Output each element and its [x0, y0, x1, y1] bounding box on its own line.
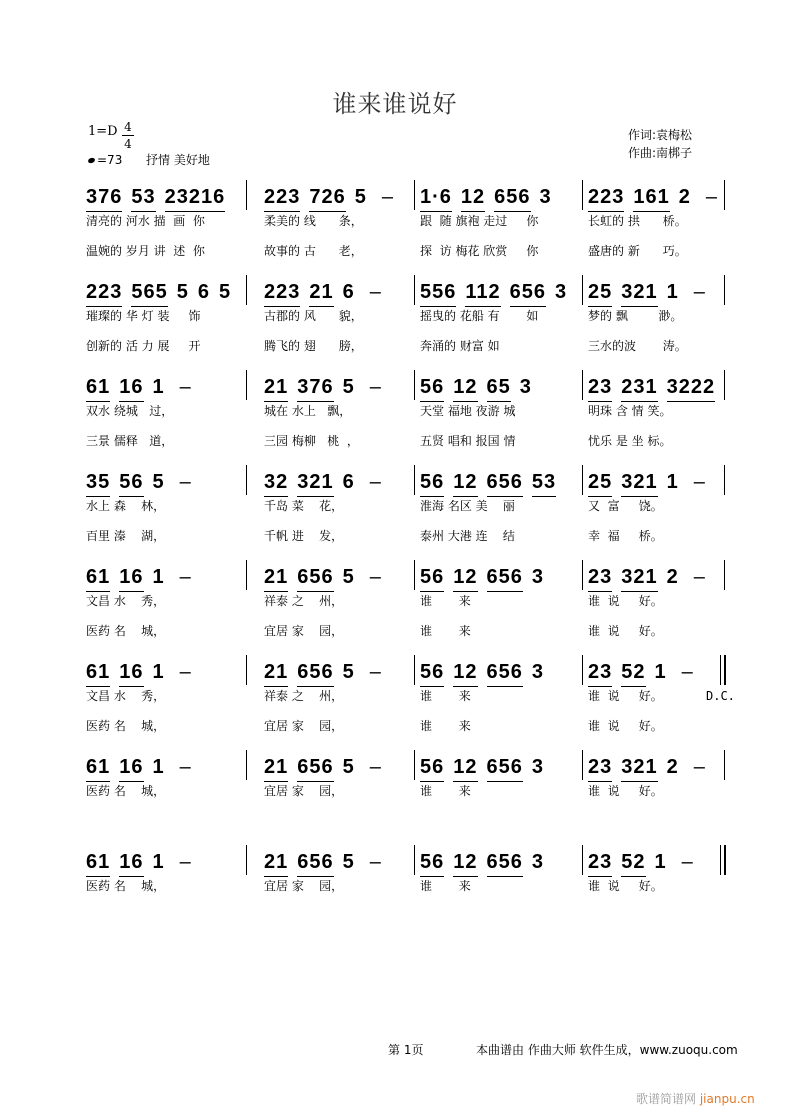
note-group: 5	[152, 471, 165, 493]
note-group: 23	[588, 661, 612, 687]
time-numerator: 4	[124, 120, 132, 134]
time-signature	[122, 120, 134, 151]
measure-notes	[420, 376, 541, 402]
note-group: 223	[264, 186, 300, 212]
lyric-verse-1: 明珠 含 情 笑。	[588, 404, 672, 418]
barline	[246, 465, 247, 495]
score-system	[0, 465, 790, 555]
note-group: 53	[532, 471, 556, 497]
tempo-value: =73	[97, 153, 123, 167]
note-group: 231	[621, 376, 657, 402]
lyric-verse-2: 温婉的 岁月 讲 述 你	[86, 244, 205, 258]
sustain-dash: –	[179, 756, 192, 778]
barline	[414, 845, 415, 875]
note-group: 56	[420, 756, 444, 782]
note-group: 25	[588, 281, 612, 307]
note-group: 1	[666, 281, 679, 303]
sustain-dash: –	[693, 471, 706, 493]
lyric-verse-2: 医药 名 城，	[86, 624, 166, 638]
note-group: 321	[621, 281, 657, 307]
lyric-verse-2: 腾飞的 翅 膀，	[264, 339, 363, 353]
measure-notes	[264, 566, 382, 592]
note-group: 223	[86, 281, 122, 307]
note-group: 21	[264, 756, 288, 782]
note-group: 3	[555, 281, 568, 303]
note-group: 21	[264, 661, 288, 687]
note-group: 321	[297, 471, 333, 497]
measure-notes	[264, 661, 382, 687]
note-group: 5	[219, 281, 232, 303]
note-group: 16	[119, 851, 143, 877]
sustain-dash: –	[693, 566, 706, 588]
lyric-verse-2: 谁 说 好。	[588, 624, 663, 638]
sustain-dash: –	[681, 851, 694, 873]
note-group: 23	[588, 851, 612, 877]
note-group: 656	[297, 566, 333, 592]
sustain-dash: –	[381, 186, 394, 208]
note-group: 12	[453, 661, 477, 687]
note-group: 223	[264, 281, 300, 307]
note-group: 3	[519, 376, 532, 398]
measure-notes	[420, 851, 553, 877]
score-title: 谁来谁说好	[332, 90, 458, 118]
note-group: 656	[494, 186, 530, 212]
page-number: 第 1页	[388, 1043, 424, 1057]
measure-notes	[86, 471, 192, 497]
note-group: 321	[621, 471, 657, 497]
measure-notes	[588, 756, 706, 782]
lyric-verse-2: 三水的波 涛。	[588, 339, 687, 353]
lyricist: 作词:袁梅松	[628, 128, 693, 142]
note-group: 61	[86, 756, 110, 782]
note-group: 5	[176, 281, 189, 303]
measure-notes	[86, 566, 192, 592]
lyric-verse-2: 五贤 唱和 报国 情	[420, 434, 516, 448]
note-group: 1	[152, 756, 165, 778]
barline	[724, 750, 725, 780]
note-group: 23	[588, 376, 612, 402]
barline	[582, 845, 583, 875]
note-group: 6	[342, 471, 355, 493]
note-group: 321	[621, 566, 657, 592]
measure-notes	[588, 661, 694, 687]
note-group: 16	[119, 661, 143, 687]
note-group: 656	[487, 566, 523, 592]
sustain-dash: –	[179, 471, 192, 493]
note-group: 12	[453, 851, 477, 877]
lyric-verse-1: 璀璨的 华 灯 装 饰	[86, 309, 201, 323]
barline	[720, 845, 721, 875]
lyric-verse-1: 双水 绕城 过，	[86, 404, 174, 418]
lyric-verse-1: 宜居 家 园，	[264, 784, 344, 798]
note-group: 5	[354, 186, 367, 208]
note-group: 3222	[667, 376, 716, 402]
note-group: 656	[487, 471, 523, 497]
lyric-verse-2: 探 访 梅花 欣赏 你	[420, 244, 539, 258]
note-group: 35	[86, 471, 110, 497]
lyric-verse-1: 谁 来	[420, 594, 471, 608]
measure-notes	[264, 376, 382, 402]
lyric-verse-1: 祥泰 之 州，	[264, 689, 344, 703]
measure-notes	[264, 471, 382, 497]
barline	[582, 750, 583, 780]
note-group: 23	[588, 566, 612, 592]
note-group: 656	[510, 281, 546, 307]
lyric-verse-2: 三景 儒释 道，	[86, 434, 174, 448]
sustain-dash: –	[693, 756, 706, 778]
barline	[246, 845, 247, 875]
note-group: 656	[297, 661, 333, 687]
lyric-verse-1: 医药 名 城，	[86, 784, 166, 798]
note-group: 32	[264, 471, 288, 497]
sustain-dash: –	[369, 661, 382, 683]
note-group: 1	[152, 566, 165, 588]
watermark	[636, 1090, 755, 1107]
sustain-dash: –	[179, 851, 192, 873]
measure-notes	[264, 281, 382, 307]
sustain-dash: –	[705, 186, 718, 208]
note-group: 12	[453, 376, 477, 402]
sustain-dash: –	[179, 376, 192, 398]
note-group: 6	[197, 281, 210, 303]
measure-notes	[588, 566, 706, 592]
note-group: 25	[588, 471, 612, 497]
score-system	[0, 370, 790, 460]
lyric-verse-1: 城在 水上 飘，	[264, 404, 352, 418]
note-group: 112	[465, 281, 500, 307]
barline	[414, 750, 415, 780]
sustain-dash: –	[179, 661, 192, 683]
lyric-verse-1: 天堂 福地 夜游 城	[420, 404, 516, 418]
lyric-verse-1: 古郡的 风 貌，	[264, 309, 363, 323]
note-group: 61	[86, 566, 110, 592]
measure-notes	[588, 186, 718, 212]
barline	[720, 655, 721, 685]
note-group: 12	[461, 186, 485, 212]
measure-notes	[588, 281, 706, 307]
lyric-verse-1: 梦的 飘 渺。	[588, 309, 683, 323]
measure-notes	[420, 661, 553, 687]
key-signature	[88, 120, 132, 151]
note-group: 21	[264, 566, 288, 592]
sustain-dash: –	[369, 566, 382, 588]
note-group: 16	[119, 376, 143, 402]
measure-notes	[264, 186, 394, 212]
barline	[582, 560, 583, 590]
measure-notes	[86, 186, 234, 212]
note-group: 656	[297, 756, 333, 782]
note-group: 5	[342, 851, 355, 873]
lyric-verse-1: 摇曳的 花船 有 如	[420, 309, 539, 323]
measure-notes	[420, 186, 561, 212]
note-group: 161	[633, 186, 669, 212]
note-group: 1	[654, 661, 667, 683]
lyric-verse-2: 奔涌的 财富 如	[420, 339, 500, 353]
lyric-verse-1: 柔美的 线 条，	[264, 214, 363, 228]
note-group: 2	[678, 186, 691, 208]
barline	[246, 750, 247, 780]
measure-notes	[86, 756, 192, 782]
measure-notes	[420, 281, 576, 307]
sustain-dash: –	[693, 281, 706, 303]
barline	[724, 275, 725, 305]
score-system	[0, 560, 790, 650]
lyric-verse-2: 盛唐的 新 巧。	[588, 244, 687, 258]
barline	[582, 465, 583, 495]
lyric-verse-2: 千帆 进 发，	[264, 529, 344, 543]
score-system	[0, 845, 790, 935]
lyric-verse-2: 泰州 大港 连 结	[420, 529, 515, 543]
measure-notes	[588, 376, 724, 402]
measure-notes	[86, 661, 192, 687]
note-group: 3	[539, 186, 552, 208]
note-group: 56	[420, 661, 444, 687]
barline	[414, 275, 415, 305]
note-group: 1	[152, 661, 165, 683]
lyric-verse-1: 谁 来	[420, 689, 471, 703]
barline	[414, 655, 415, 685]
note-group: 56	[420, 851, 444, 877]
watermark-cn: 歌谱简谱网	[636, 1092, 697, 1106]
note-group: 65	[487, 376, 511, 402]
lyric-verse-1: 谁 说 好。	[588, 594, 663, 608]
note-group: 1·6	[420, 186, 452, 212]
note-group: 5	[342, 566, 355, 588]
note-group: 61	[86, 661, 110, 687]
barline	[582, 275, 583, 305]
lyric-verse-1: 谁 说 好。	[588, 689, 663, 703]
note-group: 61	[86, 851, 110, 877]
lyric-verse-2: 三园 梅柳 桃 ，	[264, 434, 359, 448]
lyric-verse-1: 文昌 水 秀，	[86, 594, 166, 608]
lyric-verse-1: 千岛 菜 花，	[264, 499, 344, 513]
lyric-verse-2: 宜居 家 园，	[264, 624, 344, 638]
lyric-verse-1: 谁 来	[420, 879, 471, 893]
note-group: 6	[342, 281, 355, 303]
time-denominator: 4	[124, 137, 132, 151]
lyric-verse-2: 谁 来	[420, 624, 471, 638]
note-group: 21	[309, 281, 333, 307]
lyric-verse-1: 医药 名 城，	[86, 879, 166, 893]
score-system	[0, 750, 790, 840]
note-group: 56	[420, 566, 444, 592]
sustain-dash: –	[369, 756, 382, 778]
da-capo-mark: D.C.	[706, 689, 735, 703]
note-group: 1	[654, 851, 667, 873]
barline	[414, 370, 415, 400]
barline	[246, 655, 247, 685]
lyric-verse-1: 谁 来	[420, 784, 471, 798]
barline	[414, 465, 415, 495]
lyric-verse-1: 谁 说 好。	[588, 879, 663, 893]
note-group: 2	[666, 566, 679, 588]
score-system	[0, 275, 790, 365]
barline	[246, 180, 247, 210]
tempo-marking	[88, 153, 122, 167]
note-group: 56	[420, 471, 444, 497]
lyric-verse-2: 谁 说 好。	[588, 719, 663, 733]
barline	[724, 180, 725, 210]
measure-notes	[588, 851, 694, 877]
lyric-verse-2: 宜居 家 园，	[264, 719, 344, 733]
note-group: 321	[621, 756, 657, 782]
sustain-dash: –	[369, 281, 382, 303]
lyric-verse-2: 故事的 古 老，	[264, 244, 363, 258]
lyric-verse-2: 医药 名 城，	[86, 719, 166, 733]
note-group: 5	[342, 756, 355, 778]
note-group: 376	[297, 376, 333, 402]
note-group: 5	[342, 376, 355, 398]
key-label: 1=D	[88, 124, 118, 139]
expression-marking: 抒情 美好地	[146, 153, 210, 167]
lyric-verse-1: 宜居 家 园，	[264, 879, 344, 893]
measure-notes	[86, 281, 240, 307]
lyric-verse-2: 幸 福 桥。	[588, 529, 663, 543]
lyric-verse-2: 创新的 活 力 展 开	[86, 339, 201, 353]
sustain-dash: –	[369, 471, 382, 493]
note-group: 3	[531, 661, 544, 683]
note-group: 656	[487, 851, 523, 877]
lyric-verse-1: 跟 随 旗袍 走过 你	[420, 214, 539, 228]
note-group: 1	[152, 851, 165, 873]
score-system	[0, 655, 790, 745]
barline	[724, 370, 725, 400]
lyric-verse-1: 文昌 水 秀，	[86, 689, 166, 703]
score-system	[0, 180, 790, 270]
barline	[246, 560, 247, 590]
measure-notes	[264, 851, 382, 877]
lyric-verse-1: 谁 说 好。	[588, 784, 663, 798]
note-group: 21	[264, 851, 288, 877]
note-group: 726	[309, 186, 345, 212]
barline	[724, 560, 725, 590]
note-group: 3	[531, 851, 544, 873]
barline	[724, 655, 726, 685]
note-group: 1	[666, 471, 679, 493]
note-group: 656	[487, 661, 523, 687]
barline	[582, 180, 583, 210]
note-group: 61	[86, 376, 110, 402]
sustain-dash: –	[179, 566, 192, 588]
measure-notes	[86, 376, 192, 402]
composer: 作曲:南梆子	[628, 146, 693, 160]
note-group: 12	[453, 471, 477, 497]
barline	[246, 275, 247, 305]
credits	[628, 126, 692, 162]
barline	[582, 370, 583, 400]
lyric-verse-1: 祥泰 之 州，	[264, 594, 344, 608]
note-group: 556	[420, 281, 456, 307]
generator-credit: 本曲谱由 作曲大师 软件生成，www.zuoqu.com	[476, 1043, 738, 1057]
measure-notes	[420, 471, 565, 497]
note-group: 52	[621, 661, 645, 687]
note-group: 16	[119, 566, 143, 592]
lyric-verse-2: 百里 溱 湖，	[86, 529, 166, 543]
lyric-verse-1: 水上 森 林，	[86, 499, 166, 513]
sustain-dash: –	[681, 661, 694, 683]
barline	[246, 370, 247, 400]
lyric-verse-2: 忧乐 是 坐 标。	[588, 434, 672, 448]
note-group: 12	[453, 756, 477, 782]
note-group: 656	[487, 756, 523, 782]
barline	[724, 465, 725, 495]
lyric-verse-2: 谁 来	[420, 719, 471, 733]
measure-notes	[420, 756, 553, 782]
lyric-verse-1: 清亮的 河水 描 画 你	[86, 214, 205, 228]
note-group: 565	[131, 281, 167, 307]
note-group: 23	[588, 756, 612, 782]
measure-notes	[420, 566, 553, 592]
note-group: 12	[453, 566, 477, 592]
note-group: 21	[264, 376, 288, 402]
measure-notes	[264, 756, 382, 782]
note-group: 656	[297, 851, 333, 877]
note-group: 376	[86, 186, 122, 212]
measure-notes	[86, 851, 192, 877]
note-group: 16	[119, 756, 143, 782]
note-group: 3	[531, 756, 544, 778]
barline	[414, 560, 415, 590]
lyric-verse-1: 长虹的 拱 桥。	[588, 214, 687, 228]
note-group: 1	[152, 376, 165, 398]
note-group: 2	[666, 756, 679, 778]
watermark-en: jianpu.cn	[699, 1092, 755, 1106]
lyric-verse-1: 又 富 饶。	[588, 499, 663, 513]
sustain-dash: –	[369, 376, 382, 398]
barline	[582, 655, 583, 685]
note-group: 223	[588, 186, 624, 212]
quarter-note-icon	[87, 157, 95, 164]
note-group: 23216	[165, 186, 226, 212]
measure-notes	[588, 471, 706, 497]
note-group: 56	[420, 376, 444, 402]
barline	[414, 180, 415, 210]
lyric-verse-1: 淮海 名区 美 丽	[420, 499, 515, 513]
note-group: 3	[531, 566, 544, 588]
note-group: 5	[342, 661, 355, 683]
note-group: 56	[119, 471, 143, 497]
sustain-dash: –	[369, 851, 382, 873]
note-group: 53	[131, 186, 155, 212]
barline	[724, 845, 726, 875]
note-group: 52	[621, 851, 645, 877]
